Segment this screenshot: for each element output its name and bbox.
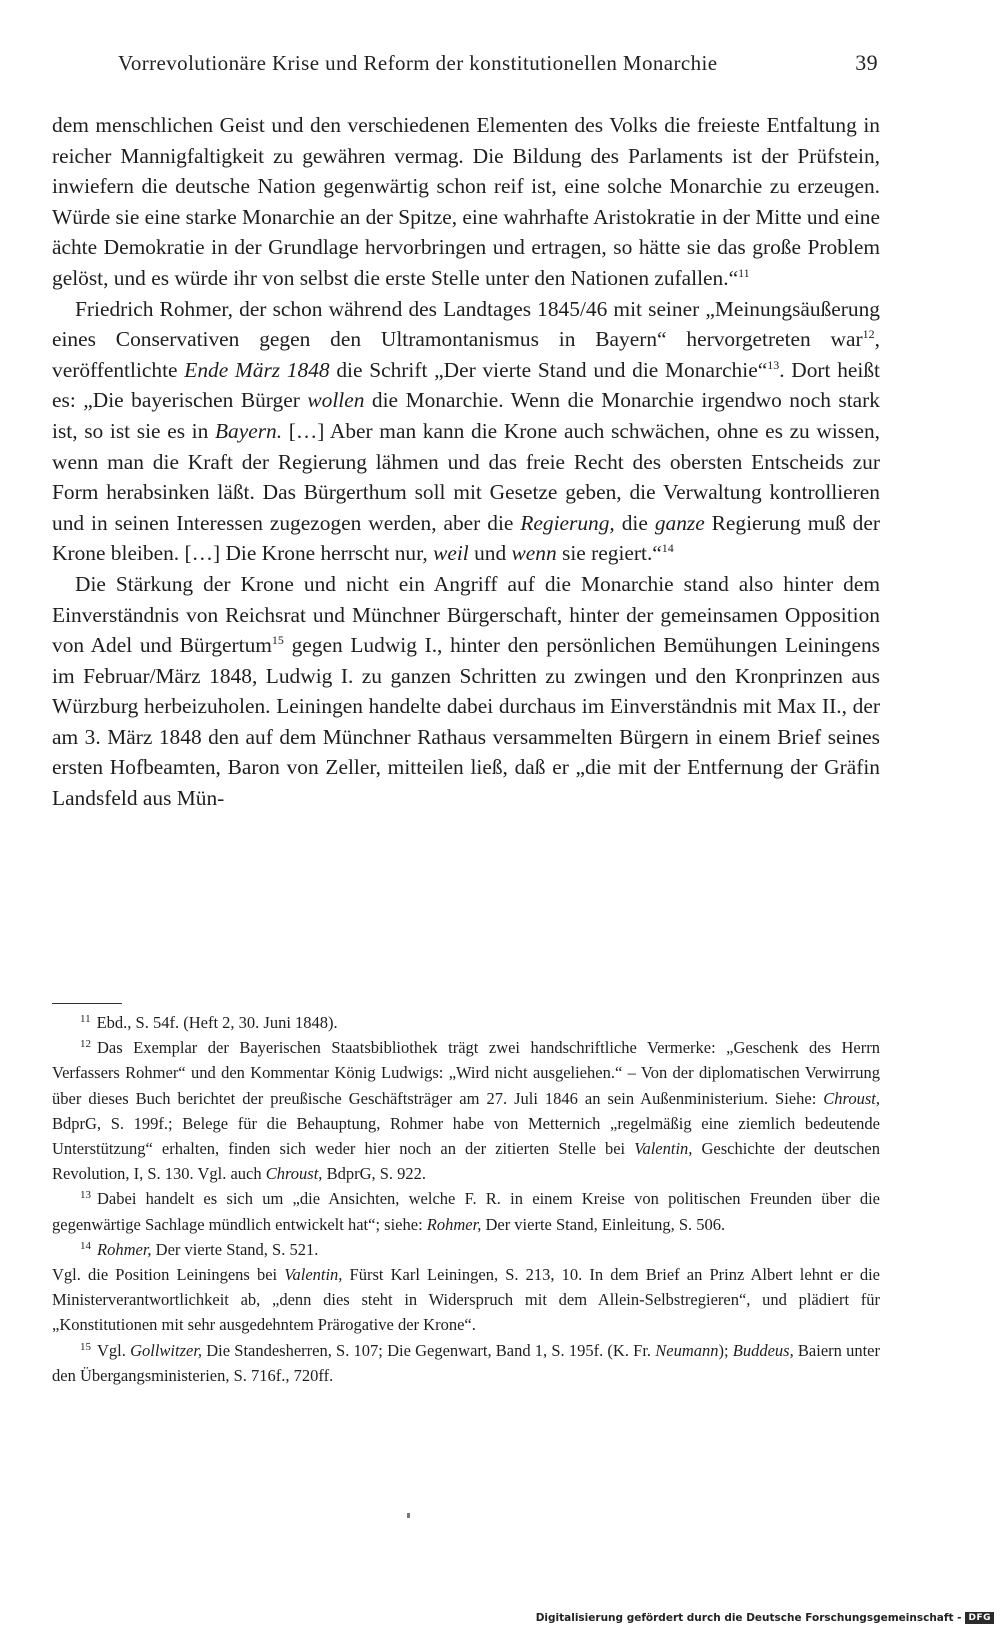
footnote-14-continuation [52, 1262, 880, 1338]
italic-run: wollen [307, 388, 365, 413]
dfg-logo-icon: DFG [965, 1612, 994, 1624]
footnote-text: Geschichte der deutschen Revolution, I, S. 130. Vgl. auch [52, 1139, 881, 1184]
footnote-text: Das Exemplar der Bayerischen Staatsbibliothek trägt zwei handschriftliche Vermerke: „Geschenk des Herrn Verfassers Rohmer“ und den Kommentar König Ludwigs: „Wird nicht ausgeliehen.“ – Von der diplomatischen Verwirrung über dieses Buch berichtet der preußische Geschäftsträger am 27. Juli 1846 an sein Außenministerium. Siehe: [52, 1038, 880, 1108]
italic-run: wenn [511, 541, 557, 566]
footnote-text: Baiern unter den Übergangsministerien, S. 716f., 720ff. [52, 1340, 881, 1385]
author-name: Valentin, [634, 1139, 693, 1159]
footnote-text: BdprG, S. 199f.; Belege für die Behauptung, Rohmer habe von Metternich „regelmäßig eine ziemlich bedeutende Unterstützung“ erhalten, finden sich weder hier noch an der zitierten Stelle bei [52, 1113, 880, 1159]
text-run: die Monarchie. Wenn die Monarchie irgendwo noch stark ist, so ist sie es in [52, 388, 880, 443]
funding-note: Digitalisierung gefördert durch die Deutsche Forschungsgemeinschaft - [535, 1612, 962, 1624]
footnote-text: Dabei handelt es sich um „die Ansichten, welche F. R. in einem Kreise von politischen Freunden über die gegenwärtige Sachlage mündlich entwickelt hat“; siehe: [52, 1189, 880, 1234]
text-run: , veröffentlichte [52, 327, 880, 382]
footnote-14 [52, 1237, 880, 1262]
text-run: Friedrich Rohmer, der schon während des Landtages 1845/46 mit seiner „Meinungsäußerung eines Conservativen gegen den Ultramontanismus in Bayern“ hervorgetreten war [52, 296, 880, 352]
footnote-ref-12[interactable]: 12 [862, 327, 875, 342]
footnote-text: Vgl. die Position Leiningens bei [52, 1265, 285, 1285]
footnote-text: Der vierte Stand, Einleitung, S. 506. [481, 1214, 726, 1234]
italic-run: Bayern. [214, 418, 283, 443]
italic-run: Regierung, [520, 510, 615, 535]
footnote-number: 15 [80, 1340, 91, 1353]
footnote-ref-15[interactable]: 15 [271, 633, 284, 648]
paragraph-2 [52, 294, 880, 569]
paragraph-1-text: dem menschlichen Geist und den verschiedenen Elementen des Volks die freieste Entfaltung in reicher Mannigfaltigkeit zu gewähren vermag. Die Bildung des Parlaments ist der Prüfstein, inwiefern die deutsche Nation gegenwärtig schon reif ist, eine solche Monarchie zu erzeugen. Würde sie eine starke Monarchie an der Spitze, eine wahrhafte Aristokratie in der Mitte und eine ächte Demokratie in der Grundlage hervorbringen und ertragen, so hätte sie das große Problem gelöst, und es würde ihr von selbst die erste Stelle unter den Nationen zufallen.“ [52, 113, 880, 290]
text-run: gegen Ludwig I., hinter den persönlichen Bemühungen Leiningens im Februar/März 1848, Ludwig I. zu ganzen Schritten zu zwingen und den Kronprinzen aus Würzburg herbeizuholen. Leiningen handelte dabei durchaus im Einverständnis mit Max II., der am 3. März 1848 den auf dem Münchner Rathaus versammelten Bürgern in einem Brief seines ersten Hofbeamten, Baron von Zeller, mitteilen ließ, daß er „die mit der Entfernung der Gräfin Landsfeld aus Mün- [52, 633, 881, 811]
footnote-12 [52, 1035, 880, 1186]
scan-speck [407, 1513, 410, 1518]
author-name: Buddeus, [732, 1340, 794, 1360]
footnote-text: ); [718, 1340, 733, 1360]
footnote-15 [52, 1338, 880, 1388]
footnote-11 [52, 1010, 880, 1035]
author-name: Chroust, [265, 1164, 323, 1184]
running-title: Vorrevolutionäre Krise und Reform der konstitutionellen Monarchie [118, 51, 718, 75]
author-name: Valentin, [284, 1265, 343, 1285]
author-name: Gollwitzer, [130, 1340, 203, 1360]
text-run: die [614, 510, 655, 535]
italic-run: weil [433, 541, 469, 566]
text-run: Regierung muß der Krone bleiben. […] Die Krone herrscht nur, [52, 510, 880, 566]
paragraph-3 [52, 569, 880, 814]
footnote-ref-13[interactable]: 13 [767, 357, 780, 372]
text-run: die Schrift „Der vierte Stand und die Monarchie“ [329, 357, 768, 382]
text-run: sie regiert.“ [556, 541, 662, 566]
author-name: Neumann [655, 1340, 719, 1360]
footnote-text: Fürst Karl Leiningen, S. 213, 10. In dem Brief an Prinz Albert lehnt er die Ministerverantwortlichkeit ab, „denn dies steht in Widerspruch mit dem Allein-Selbstregieren“, und plädiert für „Konstitutionen mit sehr ausgedehntem Prärogative der Krone“. [52, 1265, 881, 1335]
footnote-text: Die Standesherren, S. 107; Die Gegenwart, Band 1, S. 195f. (K. Fr. [202, 1340, 656, 1360]
text-run: und [468, 541, 512, 566]
text-run: Die Stärkung der Krone und nicht ein Angriff auf die Monarchie stand also hinter dem Einverständnis von Reichsrat und Münchner Bürgerschaft, hinter der gemeinsamen Opposition von Adel und Bürgertum [52, 571, 880, 658]
italic-run: Ende März 1848 [184, 357, 330, 382]
footnote-number: 14 [80, 1239, 91, 1252]
footnote-13 [52, 1186, 880, 1236]
author-name: Rohmer, [97, 1239, 152, 1259]
page-number: 39 [855, 50, 878, 75]
paragraph-1 [52, 110, 880, 294]
text-run: […] Aber man kann die Krone auch schwächen, ohne es zu wissen, wenn man die Kraft der Regierung lähmen und das freie Recht des obersten Entscheids zur Form herabsinken läßt. Das Bürgerthum soll mit Gesetze geben, die Verwaltung kontrollieren und in seinen Interessen zugezogen werden, aber die [52, 418, 880, 535]
italic-run: ganze [654, 510, 705, 535]
footnote-text: Ebd., S. 54f. (Heft 2, 30. Juni 1848). [96, 1013, 338, 1032]
footnote-text: Der vierte Stand, S. 521. [151, 1239, 319, 1259]
footnote-number: 13 [80, 1189, 91, 1202]
footnote-number: 12 [80, 1038, 91, 1051]
funding-footer [536, 1612, 994, 1624]
author-name: Rohmer, [426, 1214, 482, 1234]
footnote-ref-14[interactable]: 14 [661, 541, 674, 556]
footnote-text: BdprG, S. 922. [322, 1164, 427, 1184]
running-header [118, 50, 878, 76]
footnote-ref-11[interactable]: 11 [738, 266, 750, 281]
main-text [52, 110, 880, 814]
footnote-divider [52, 1003, 122, 1004]
footnote-text: Vgl. [97, 1340, 131, 1360]
footnotes [52, 1010, 880, 1388]
author-name: Chroust, [823, 1088, 880, 1108]
footnote-number: 11 [80, 1012, 91, 1025]
text-run: . Dort heißt es: „Die bayerischen Bürger [52, 357, 880, 413]
